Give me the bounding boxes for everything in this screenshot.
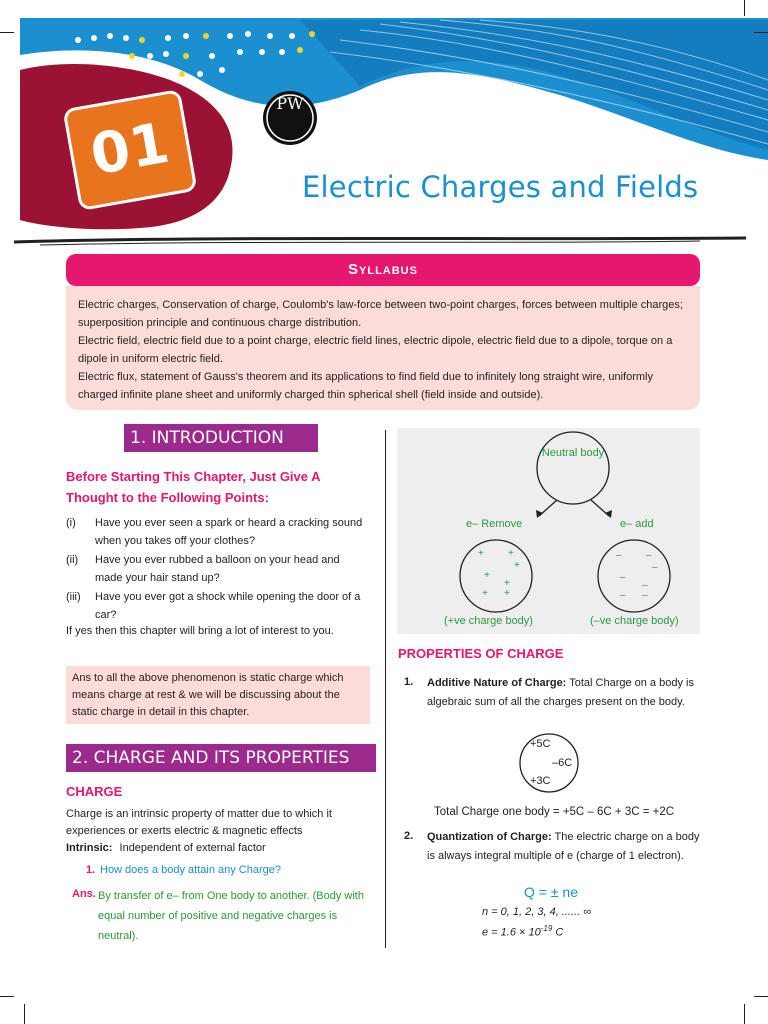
e-value: $e = 1.6 \times 10^{-19}$ C — [482, 924, 564, 939]
charge-value: –6C — [552, 757, 573, 769]
electron-add-label: e– add — [620, 518, 654, 530]
answer-text: By transfer of e– from One body to another. (Body with equal number of positive and negative charges is neutral). — [98, 890, 364, 942]
intrinsic-text: Independent of external factor — [119, 842, 266, 854]
charge-value: +5C — [530, 738, 551, 750]
properties-heading: PROPERTIES OF CHARGE — [398, 646, 564, 661]
list-text: Have you ever rubbed a balloon on your head and made your hair stand up? — [95, 554, 340, 584]
logo-text: PW — [276, 94, 304, 113]
plus-sign: + — [508, 548, 514, 559]
chapter-number: 01 — [85, 110, 174, 189]
plus-sign: + — [504, 588, 510, 599]
chapter-title: Electric Charges and Fields — [302, 170, 699, 204]
plus-sign: + — [514, 560, 520, 571]
positive-body-label: (+ve charge body) — [444, 615, 533, 627]
minus-sign: – — [620, 572, 626, 583]
thought-heading: Before Starting This Chapter, Just Give A Thought to the Following Points: — [66, 469, 321, 505]
property-text: Total Charge on a body is algebraic sum of all the charges present on the body. — [427, 677, 694, 708]
charge-definition: Charge is an intrinsic property of matter due to which it experiences or exerts electric & magnetic effects — [66, 808, 332, 837]
plus-sign: + — [484, 570, 490, 581]
section-title-charge: 2. CHARGE AND ITS PROPERTIES — [66, 744, 376, 772]
crop-mark — [744, 1004, 745, 1024]
list-number: (ii) — [66, 554, 79, 566]
followup-text: If yes then this chapter will bring a lot of interest to you. — [66, 625, 334, 637]
charge-circle — [516, 732, 586, 794]
list-text: Have you ever got a shock while opening the door of a car? — [95, 591, 361, 621]
plus-sign: + — [478, 548, 484, 559]
property-text: The electric charge on a body is always integral multiple of e (charge of 1 electron). — [427, 831, 700, 862]
section-title-introduction: 1. INTRODUCTION — [124, 424, 318, 452]
question-number: 1. — [86, 864, 96, 876]
property-number: 2. — [404, 830, 414, 842]
electron-remove-label: e– Remove — [466, 518, 523, 530]
crop-mark — [24, 1004, 25, 1024]
plus-sign: + — [504, 578, 510, 589]
syllabus-paragraph: Electric charges, Conservation of charge, Coulomb's law-force between two-point charges, forces between multiple charges; superposition principle and continuous charge distribution. — [78, 299, 683, 329]
pw-logo — [263, 94, 317, 142]
answer-box-text: Ans to all the above phenomenon is static charge which means charge at rest & we will be discussing about the static charge in detail in this chapter. — [72, 672, 344, 718]
list-item — [66, 551, 370, 587]
n-values: n = 0, 1, 2, 3, 4, ...... ∞ — [482, 906, 592, 918]
minus-sign: – — [642, 580, 648, 591]
intrinsic-line — [66, 840, 372, 857]
syllabus-heading: Syllabus — [66, 254, 700, 286]
list-item — [66, 588, 370, 624]
crop-mark — [0, 996, 14, 997]
answer-label: Ans. — [72, 888, 96, 900]
property-additive — [427, 674, 702, 712]
plus-sign: + — [482, 588, 488, 599]
list-number: (i) — [66, 517, 76, 529]
charge-subheading: CHARGE — [66, 784, 123, 799]
crop-mark — [754, 996, 768, 997]
neutral-body-label: Neutral body — [541, 447, 605, 459]
intrinsic-label: Intrinsic: — [66, 842, 113, 854]
list-number: (iii) — [66, 591, 81, 603]
crop-mark — [754, 32, 768, 33]
syllabus-paragraph: Electric flux, statement of Gauss's theorem and its applications to find field due to infinitely long straight wire, uniformly charged infinite plane sheet and uniformly charged thin spherical shell (field inside and outside). — [78, 371, 653, 401]
total-charge-text: Total Charge one body = +5C – 6C + 3C = +2C — [434, 806, 675, 818]
property-number: 1. — [404, 676, 414, 688]
charge-value: +3C — [530, 775, 551, 787]
minus-sign: – — [620, 590, 626, 601]
minus-sign: – — [646, 550, 652, 561]
minus-sign: – — [652, 562, 658, 573]
negative-body-label: (–ve charge body) — [590, 615, 679, 627]
property-title: Additive Nature of Charge: — [427, 677, 567, 689]
crop-mark — [744, 0, 745, 16]
minus-sign: – — [616, 550, 622, 561]
quantization-formula: Q = ± ne — [524, 884, 578, 900]
syllabus-paragraph: Electric field, electric field due to a point charge, electric field lines, electric dipole, electric field due to a dipole, torque on a dipole in uniform electric field. — [78, 335, 673, 365]
list-text: Have you ever seen a spark or heard a cracking sound when you takes off your clothes? — [95, 517, 363, 547]
property-title: Quantization of Charge: — [427, 831, 552, 843]
question-text: How does a body attain any Charge? — [100, 864, 282, 876]
minus-sign: – — [642, 590, 648, 601]
list-item — [66, 514, 370, 550]
crop-mark — [0, 32, 14, 33]
property-quantization — [427, 828, 702, 866]
column-divider — [385, 430, 386, 948]
